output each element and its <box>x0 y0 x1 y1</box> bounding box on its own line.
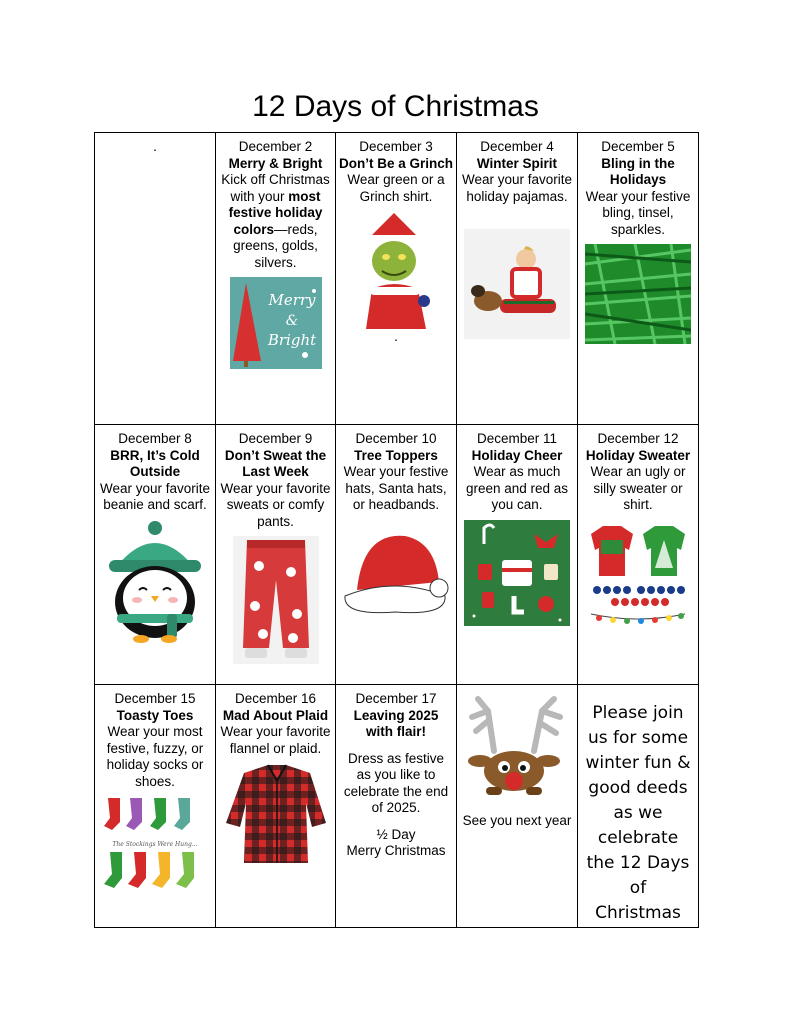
calendar-cell-empty <box>95 133 216 425</box>
calendar-cell-reindeer <box>457 685 578 928</box>
grinch-image <box>346 211 446 329</box>
cell-description: Wear your festive bling, tinsel, sparkles. <box>585 188 691 237</box>
cell-description: Wear as much green and red as you can. <box>465 464 569 512</box>
cell-description: See you next year <box>462 813 572 828</box>
cell-date: December 17 <box>355 691 437 706</box>
cell-theme: Holiday Cheer <box>471 447 563 463</box>
cell-description: Dress as festive as you like to celebrate the end of 2025. <box>343 750 449 815</box>
calendar-cell-dec-5 <box>578 133 699 425</box>
cell-description: Wear an ugly or silly sweater or shirt. <box>590 464 686 512</box>
cell-theme: Mad About Plaid <box>222 707 329 723</box>
calendar-cell-dec-4 <box>457 133 578 425</box>
cell-theme: BRR, It’s Cold Outside <box>110 447 200 479</box>
calendar-cell-dec-12 <box>578 425 699 685</box>
pajamas-photo <box>464 229 570 339</box>
tinsel-image <box>585 244 691 344</box>
calendar-cell-dec-9 <box>216 425 336 685</box>
calendar-cell-dec-10 <box>336 425 457 685</box>
santa-hat-image <box>343 526 449 620</box>
cell-date: December 11 <box>476 431 558 446</box>
closing-greeting: Merry Christmas <box>346 843 446 858</box>
cell-theme: Don’t Be a Grinch <box>339 155 454 171</box>
cell-description: Wear your favorite holiday pajamas. <box>461 172 573 204</box>
cell-theme: Tree Toppers <box>354 447 438 463</box>
cell-theme: Merry & Bright <box>228 155 323 171</box>
cell-mark: . <box>394 329 398 344</box>
card-text: & <box>285 313 298 329</box>
cell-date: December 12 <box>597 431 679 446</box>
cell-description: Wear your most festive, fuzzy, or holiday socks or shoes. <box>106 724 204 789</box>
calendar-cell-dec-3 <box>336 133 457 425</box>
calendar-row <box>95 133 699 425</box>
cell-description: Wear your favorite sweats or comfy pants. <box>220 480 331 529</box>
calendar-row <box>95 685 699 928</box>
cell-date: December 5 <box>601 139 675 154</box>
plaid-shirt-image <box>224 763 328 867</box>
cell-theme: Don’t Sweat the Last Week <box>224 447 327 479</box>
half-day-note: ½ Day <box>376 826 416 842</box>
cell-theme: Bling in the Holidays <box>601 155 675 187</box>
calendar-cell-message <box>578 685 699 928</box>
calendar-row <box>95 425 699 685</box>
cell-date: December 4 <box>480 139 554 154</box>
calendar-cell-dec-8 <box>95 425 216 685</box>
card-text: Merry <box>267 291 316 309</box>
cell-date: December 2 <box>238 139 313 154</box>
merry-bright-card <box>230 277 322 369</box>
cell-date: December 16 <box>234 691 317 706</box>
cell-date: December 10 <box>355 431 437 446</box>
cell-date: December 3 <box>359 139 433 154</box>
stockings-image <box>102 792 208 896</box>
page-title: 12 Days of Christmas <box>252 90 539 123</box>
cell-date: December 8 <box>118 431 192 446</box>
calendar-table <box>94 132 699 928</box>
cell-theme: Holiday Sweater <box>585 447 691 463</box>
penguin-image <box>103 520 207 644</box>
cell-description: Wear green or a Grinch shirt. <box>347 172 445 204</box>
cell-theme: Toasty Toes <box>116 707 194 723</box>
cell-theme: Winter Spirit <box>476 155 558 171</box>
cell-description: Kick off Christmas with your most festive holiday colors—reds, greens, golds, silvers. <box>221 172 330 270</box>
calendar-cell-dec-15 <box>95 685 216 928</box>
reindeer-image <box>464 691 570 801</box>
ugly-sweater-image <box>585 520 691 630</box>
card-text: Bright <box>267 331 316 349</box>
cell-date: December 15 <box>114 691 196 706</box>
cell-date: December 9 <box>238 431 313 446</box>
calendar-cell-dec-17 <box>336 685 457 928</box>
holiday-items-image <box>464 520 570 626</box>
cell-description: Wear your festive hats, Santa hats, or headbands. <box>343 464 449 512</box>
cell-mark: . <box>153 139 157 154</box>
cell-theme: Leaving 2025 with flair! <box>353 707 439 739</box>
stockings-caption: The Stockings Were Hung... <box>112 841 198 848</box>
calendar-cell-dec-11 <box>457 425 578 685</box>
cell-description: Wear your favorite beanie and scarf. <box>99 480 211 512</box>
cell-description: Wear your favorite flannel or plaid. <box>220 724 331 756</box>
calendar-cell-dec-2 <box>216 133 336 425</box>
calendar-cell-dec-16 <box>216 685 336 928</box>
closing-message: Please join us for some winter fun & good deeds as we celebrate the 12 Days of Christmas <box>585 703 691 923</box>
sweatpants-image <box>233 536 319 664</box>
